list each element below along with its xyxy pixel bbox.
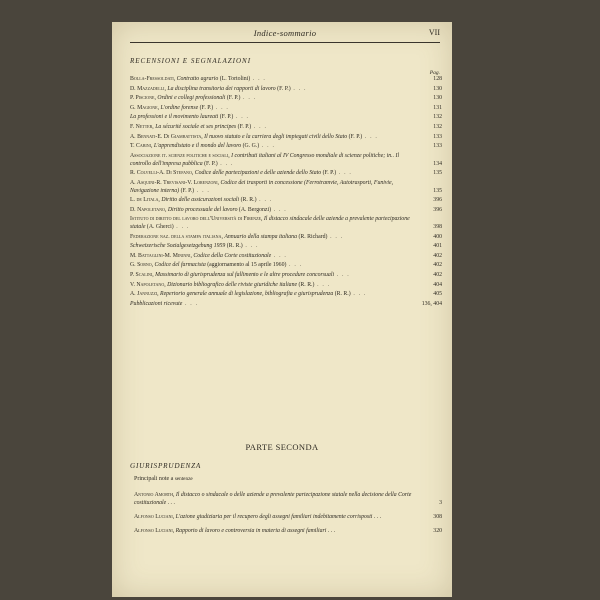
entry-page-number: 400 — [433, 233, 442, 240]
note-title: L'azione giudiziaria per il recupero degli assegni familiari indebitamente corrisposti — [175, 514, 373, 520]
entry-title: La disciplina transitoria dei rapporti di lavoro — [167, 85, 276, 92]
dot-leader: . . . — [290, 85, 307, 92]
entry-title: Dizionario bibliografico delle riviste giuridiche italiane — [167, 281, 298, 288]
list-item — [134, 527, 442, 535]
entry-author: T. Cabini, — [130, 143, 153, 150]
running-header — [130, 28, 440, 43]
list-item — [130, 262, 442, 270]
entry-page-number: 135 — [433, 187, 442, 194]
entry-title: Diritto processuale del lavoro — [167, 206, 238, 213]
entry-page-number: 135 — [433, 170, 442, 177]
entry-title: Schweizerische Sozialgesetzgebung 1959 — [130, 243, 226, 250]
dot-leader: . . . — [182, 300, 199, 307]
entry-author: Istituto di diritto del lavoro dell'Università di Firenze, — [130, 216, 263, 223]
notes-subheading — [134, 476, 193, 482]
entry-title: Annuario della stampa italiana — [224, 233, 297, 240]
entry-reviewer: (F. P.) — [226, 95, 241, 102]
list-item — [130, 153, 442, 169]
note-page-number: 320 — [433, 528, 442, 534]
entry-page-number: 396 — [433, 197, 442, 204]
list-item — [130, 243, 442, 251]
dot-leader: . . . — [233, 114, 250, 121]
dot-leader: . . . — [256, 197, 273, 204]
dot-leader: . . . — [173, 224, 190, 231]
entry-page-number: 130 — [433, 95, 442, 102]
list-item — [130, 76, 442, 84]
dot-leader: . . . — [372, 514, 382, 520]
entry-reviewer: (aggiornamento al 15 aprile 1960) — [207, 262, 287, 269]
entry-reviewer: (G. G.) — [242, 143, 260, 150]
dot-leader: . . . — [362, 133, 379, 140]
entry-reviewer: (R. R.) — [334, 291, 351, 298]
part-heading: PARTE SECONDA — [245, 442, 319, 452]
entry-reviewer: (A. Gherci) — [146, 224, 174, 231]
entry-author: Federazione naz. della stampa italiana, — [130, 233, 223, 240]
entry-reviewer: (R. Richard) — [298, 233, 328, 240]
entry-reviewer: (F. P.) — [204, 160, 218, 167]
list-item — [130, 170, 442, 178]
list-item — [130, 114, 442, 122]
dot-leader: . . . — [259, 143, 276, 150]
note-page-number: 308 — [433, 514, 442, 520]
dot-leader: . . . — [326, 528, 336, 534]
entry-reviewer: (L. Tortolini) — [219, 76, 251, 82]
dot-leader: . . . — [334, 272, 350, 279]
dot-leader: . . . — [271, 206, 287, 213]
list-item — [130, 143, 442, 151]
entry-page-number: 402 — [433, 262, 442, 269]
entry-title: Il distacco sindacale delle aziende a prevalente partecipazione statale — [130, 216, 410, 231]
notes-list — [134, 491, 442, 541]
entry-author: G. Magione, — [130, 104, 160, 111]
entry-reviewer: (F. P.) — [180, 187, 195, 194]
dot-leader: . . . — [314, 281, 331, 288]
dot-leader: . . . — [336, 170, 353, 177]
notes-label-b: sentenze — [174, 476, 193, 482]
note-title: Il distacco o sindacale o delle aziende a prevalente partecipazione statale nella decisione della Corte costituzionale — [134, 492, 412, 506]
list-item — [130, 272, 442, 280]
notes-label-a: Principali note a — [134, 476, 174, 482]
dot-leader: . . . — [286, 262, 303, 269]
entry-author: A. Bennati-E. Di Giambattista, — [130, 133, 203, 140]
entry-author: P. Scalini, — [130, 272, 154, 279]
entry-author: L. de Litala, — [130, 197, 160, 204]
entry-author: V. Napoletano, — [130, 281, 166, 288]
entry-reviewer: (F. P.) — [219, 114, 234, 121]
entry-title: Codice del farmacista — [154, 262, 206, 269]
entry-title: La professioni e il movimento laureati — [130, 114, 219, 121]
entry-reviewer: (R. R.) — [298, 281, 315, 288]
entry-title: L'ordine forense — [160, 104, 199, 111]
dot-leader: . . . — [213, 104, 230, 111]
entry-author: G. Sorno, — [130, 262, 154, 269]
entry-author: Associazione it. scienze politiche e sociali, — [130, 152, 230, 159]
entry-page-number: 133 — [433, 143, 442, 150]
list-item — [130, 282, 442, 290]
dot-leader: . . . — [217, 160, 234, 167]
dot-leader: . . . — [271, 252, 288, 259]
dot-leader: . . . — [240, 95, 257, 102]
entry-page-number: 402 — [433, 272, 442, 279]
entry-page-number: 128 — [433, 76, 442, 82]
list-item — [130, 95, 442, 103]
giurisprudenza-heading: GIURISPRUDENZA — [130, 462, 202, 470]
entry-title: Pubblicazioni ricevute — [130, 300, 183, 307]
dot-leader: . . . — [251, 123, 268, 130]
header-title: Indice-sommario — [253, 28, 317, 38]
entry-title: Diritto delle assicurazioni sociali — [161, 197, 240, 204]
entry-reviewer: (R. R.) — [240, 197, 257, 204]
entry-author: A. Asquini-R. Trevisani-V. Lorenzoni, — [130, 179, 220, 186]
dot-leader: . . . — [327, 233, 344, 240]
entry-author: R. Colvelli-A. Di Stefano, — [130, 170, 194, 177]
list-item — [130, 124, 442, 132]
entry-page-number: 130 — [433, 85, 442, 92]
entry-page-number: 402 — [433, 252, 442, 259]
list-item — [130, 180, 442, 196]
list-item — [130, 216, 442, 232]
entry-page-number: 131 — [433, 104, 442, 111]
entry-author: F. Netter, — [130, 123, 154, 130]
entry-page-number: 136, 404 — [421, 300, 442, 307]
pag-label: Pag. — [429, 70, 440, 76]
note-title: Rapporto di lavoro e controversia in materia di assegni familiari — [175, 528, 327, 534]
dot-leader: . . . — [250, 76, 267, 82]
entry-author: Bolla-Fressoldati, — [130, 76, 176, 82]
list-item — [130, 291, 442, 299]
list-item — [130, 197, 442, 205]
entry-reviewer: (F. P.) — [237, 123, 252, 130]
entry-title: Repertorio generale annuale di legislazione, bibliografia e giurisprudenza — [160, 291, 334, 298]
list-item — [130, 253, 442, 261]
entry-page-number: 404 — [433, 281, 442, 288]
entry-page-number: 401 — [433, 243, 442, 250]
entry-title: Codice della Corte costituzionale — [193, 252, 272, 259]
entry-page-number: 132 — [433, 114, 442, 121]
entry-page-number: 133 — [433, 133, 442, 140]
note-author: Alfonso Luciani, — [134, 514, 175, 520]
entry-reviewer: (F. P.) — [322, 170, 337, 177]
entry-title: La sécurité sociale et ses principes — [155, 123, 237, 130]
document-page — [112, 22, 452, 597]
dot-leader: . . . — [166, 500, 175, 506]
entry-reviewer: (F. P.) — [348, 133, 363, 140]
entry-reviewer: (F. P.) — [277, 85, 291, 92]
entry-page-number: 134 — [433, 160, 442, 167]
list-item — [130, 86, 442, 94]
entry-title: L'apprendistato e il mondo del lavoro — [153, 143, 242, 150]
review-list — [130, 76, 442, 310]
entry-reviewer: (F. P.) — [199, 104, 214, 111]
entry-author: A. Jannuzzi, — [130, 291, 159, 298]
list-item — [130, 301, 442, 309]
entry-title: Contratto agrario — [176, 76, 219, 82]
list-item — [130, 207, 442, 215]
entry-reviewer: (R. R.) — [226, 243, 243, 250]
entry-page-number: 405 — [433, 291, 442, 298]
entry-reviewer: (A. Bergonzi) — [238, 206, 272, 213]
entry-page-number: 398 — [433, 224, 442, 231]
note-author: Alfonso Luciani, — [134, 528, 175, 534]
list-item — [130, 134, 442, 142]
entry-title: Codice delle partecipazioni e delle aziende dello Stato — [194, 170, 322, 177]
dot-leader: . . . — [350, 291, 367, 298]
entry-title: Massimario di giurisprudenza sul fallimento e le altre procedure concorsuali — [155, 272, 335, 279]
header-page-number: VII — [428, 28, 440, 37]
note-page-number: 3 — [439, 500, 442, 506]
list-item — [130, 105, 442, 113]
entry-author: M. Battaglini-M. Mininni, — [130, 252, 192, 259]
entry-title: Codice dei trasporti in concessione (Ferrotramvie, Autotrasporti, Funivie, Navigazione interna) — [130, 179, 394, 194]
entry-title: Ordini e collegi professionali — [157, 95, 226, 102]
entry-author: D. Napoletano, — [130, 206, 167, 213]
dot-leader: . . . — [194, 187, 211, 194]
dot-leader: . . . — [242, 243, 259, 250]
entry-page-number: 132 — [433, 123, 442, 130]
list-item — [134, 513, 442, 521]
list-item — [134, 491, 442, 507]
entry-author: D. Mazzadelli, — [130, 85, 166, 92]
entry-title: Il nuovo statuto e la carriera degli impiegati civili dello Stato — [204, 133, 348, 140]
entry-author: P. Piscione, — [130, 95, 156, 102]
entry-title: I contributi italiani al IV Congresso mondiale di scienze politiche; in.. Il controllo dell'impresa pubblica — [130, 152, 400, 167]
list-item — [130, 234, 442, 242]
note-author: Antonio Amorth, — [134, 492, 175, 498]
section-heading: RECENSIONI E SEGNALAZIONI — [130, 57, 252, 65]
entry-page-number: 396 — [433, 206, 442, 213]
